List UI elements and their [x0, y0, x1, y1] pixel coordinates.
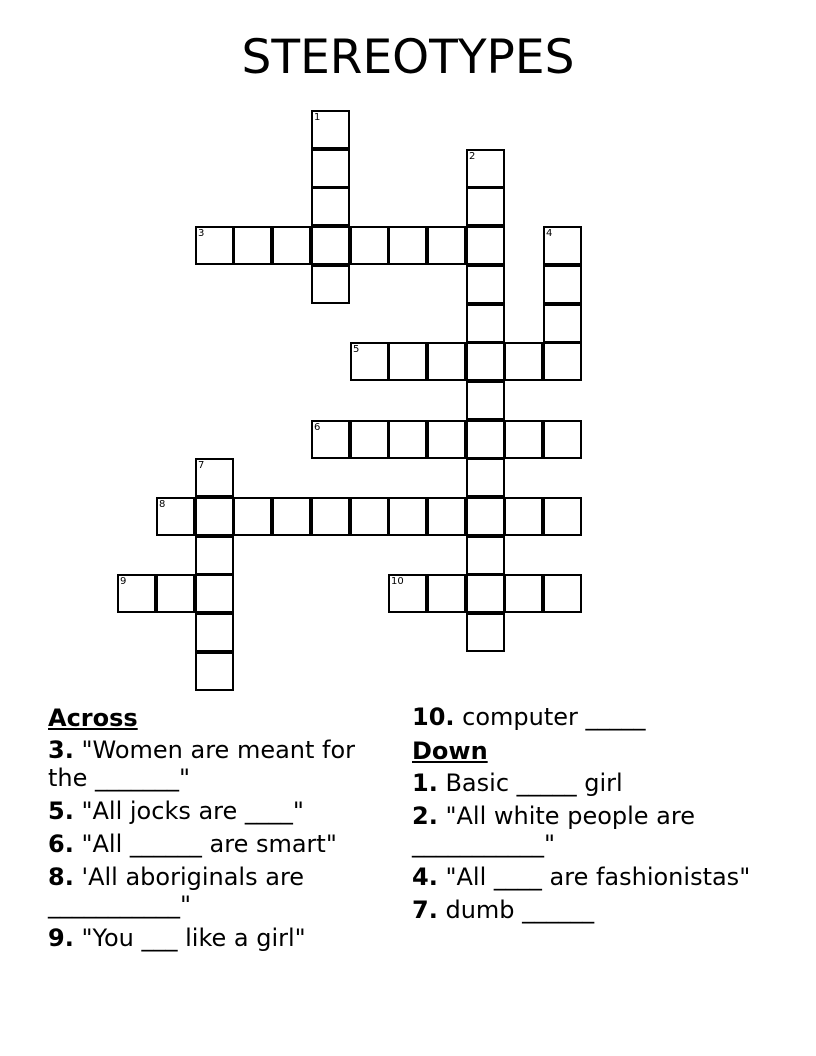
- grid-cell[interactable]: [504, 420, 543, 459]
- grid-cell[interactable]: [195, 226, 234, 265]
- grid-cell[interactable]: [388, 342, 427, 381]
- grid-cell[interactable]: [427, 226, 466, 265]
- grid-cell[interactable]: [543, 265, 582, 304]
- grid-cell[interactable]: [388, 226, 427, 265]
- grid-cell[interactable]: [195, 458, 234, 497]
- grid-cell[interactable]: [466, 458, 505, 497]
- clues-left-column: [48, 703, 388, 957]
- clue-text: "All jocks are ____": [81, 797, 304, 825]
- clue-number: 9.: [48, 924, 74, 952]
- clue-text: "Women are meant for the _______": [48, 736, 356, 792]
- clue-number-label: 10: [391, 576, 404, 587]
- clue-number-label: 9: [120, 576, 127, 587]
- grid-cell[interactable]: [466, 497, 505, 536]
- grid-cell[interactable]: [466, 342, 505, 381]
- grid-cell[interactable]: [311, 226, 350, 265]
- grid-cell[interactable]: [543, 304, 582, 343]
- grid-cell[interactable]: [543, 574, 582, 613]
- down-clue: [412, 769, 752, 797]
- grid-cell[interactable]: [350, 342, 389, 381]
- clue-text: dumb ______: [445, 896, 595, 924]
- across-clue: [48, 924, 388, 952]
- grid-cell[interactable]: [543, 497, 582, 536]
- clue-text: "All white people are ___________": [412, 802, 695, 858]
- grid-cell[interactable]: [543, 342, 582, 381]
- clue-number: 10.: [412, 703, 455, 731]
- clue-text: "You ___ like a girl": [81, 924, 306, 952]
- grid-cell[interactable]: [156, 497, 195, 536]
- grid-cell[interactable]: [466, 149, 505, 188]
- clue-number-label: 7: [198, 460, 205, 471]
- clue-number: 6.: [48, 830, 74, 858]
- grid-cell[interactable]: [388, 574, 427, 613]
- grid-cell[interactable]: [195, 613, 234, 652]
- grid-cell[interactable]: [466, 226, 505, 265]
- grid-cell[interactable]: [466, 574, 505, 613]
- grid-cell[interactable]: [311, 149, 350, 188]
- across-clue: [48, 736, 388, 792]
- across-heading: Across: [48, 704, 138, 732]
- clue-number: 1.: [412, 769, 438, 797]
- grid-cell[interactable]: [272, 226, 311, 265]
- clue-number-label: 8: [159, 499, 166, 510]
- grid-cell[interactable]: [504, 574, 543, 613]
- grid-cell[interactable]: [350, 497, 389, 536]
- down-clue: [412, 802, 752, 858]
- grid-cell[interactable]: [427, 342, 466, 381]
- grid-cell[interactable]: [504, 497, 543, 536]
- grid-cell[interactable]: [311, 497, 350, 536]
- grid-cell[interactable]: [195, 536, 234, 575]
- down-clue: [412, 896, 752, 924]
- page-title: STEREOTYPES: [241, 30, 575, 85]
- grid-cell[interactable]: [233, 497, 272, 536]
- grid-cell[interactable]: [350, 420, 389, 459]
- grid-cell[interactable]: [156, 574, 195, 613]
- clue-text: "All ______ are smart": [81, 830, 337, 858]
- grid-cell[interactable]: [272, 497, 311, 536]
- grid-cell[interactable]: [466, 536, 505, 575]
- clues-right-column: [412, 703, 752, 929]
- clue-number: 4.: [412, 863, 438, 891]
- grid-cell[interactable]: [350, 226, 389, 265]
- grid-cell[interactable]: [195, 574, 234, 613]
- clue-number: 3.: [48, 736, 74, 764]
- down-clue: [412, 863, 752, 891]
- grid-cell[interactable]: [233, 226, 272, 265]
- grid-cell[interactable]: [466, 304, 505, 343]
- clue-text: computer _____: [462, 703, 646, 731]
- clue-number-label: 2: [469, 151, 476, 162]
- grid-cell[interactable]: [466, 381, 505, 420]
- grid-cell[interactable]: [466, 187, 505, 226]
- across-clue: [48, 830, 388, 858]
- clue-text: Basic _____ girl: [445, 769, 623, 797]
- grid-cell[interactable]: [543, 420, 582, 459]
- grid-cell[interactable]: [504, 342, 543, 381]
- grid-cell[interactable]: [427, 420, 466, 459]
- grid-cell[interactable]: [466, 420, 505, 459]
- clue-number: 5.: [48, 797, 74, 825]
- clue-number-label: 6: [314, 422, 321, 433]
- grid-cell[interactable]: [195, 652, 234, 691]
- grid-cell[interactable]: [466, 265, 505, 304]
- grid-cell[interactable]: [311, 420, 350, 459]
- grid-cell[interactable]: [388, 420, 427, 459]
- across-clue: [48, 797, 388, 825]
- clue-text: "All ____ are fashionistas": [445, 863, 751, 891]
- clue-number-label: 1: [314, 112, 321, 123]
- clue-number-label: 4: [546, 228, 553, 239]
- clue-text: 'All aboriginals are ___________": [48, 863, 305, 919]
- across-clue: [412, 703, 752, 731]
- clue-number: 2.: [412, 802, 438, 830]
- grid-cell[interactable]: [388, 497, 427, 536]
- grid-cell[interactable]: [466, 613, 505, 652]
- across-clue: [48, 863, 388, 919]
- down-heading: Down: [412, 737, 488, 765]
- grid-cell[interactable]: [543, 226, 582, 265]
- grid-cell[interactable]: [427, 574, 466, 613]
- clue-number: 8.: [48, 863, 74, 891]
- grid-cell[interactable]: [117, 574, 156, 613]
- clue-number-label: 5: [353, 344, 360, 355]
- clue-number: 7.: [412, 896, 438, 924]
- grid-cell[interactable]: [311, 265, 350, 304]
- clue-number-label: 3: [198, 228, 205, 239]
- grid-cell[interactable]: [195, 497, 234, 536]
- grid-cell[interactable]: [427, 497, 466, 536]
- grid-cell[interactable]: [311, 187, 350, 226]
- grid-cell[interactable]: [311, 110, 350, 149]
